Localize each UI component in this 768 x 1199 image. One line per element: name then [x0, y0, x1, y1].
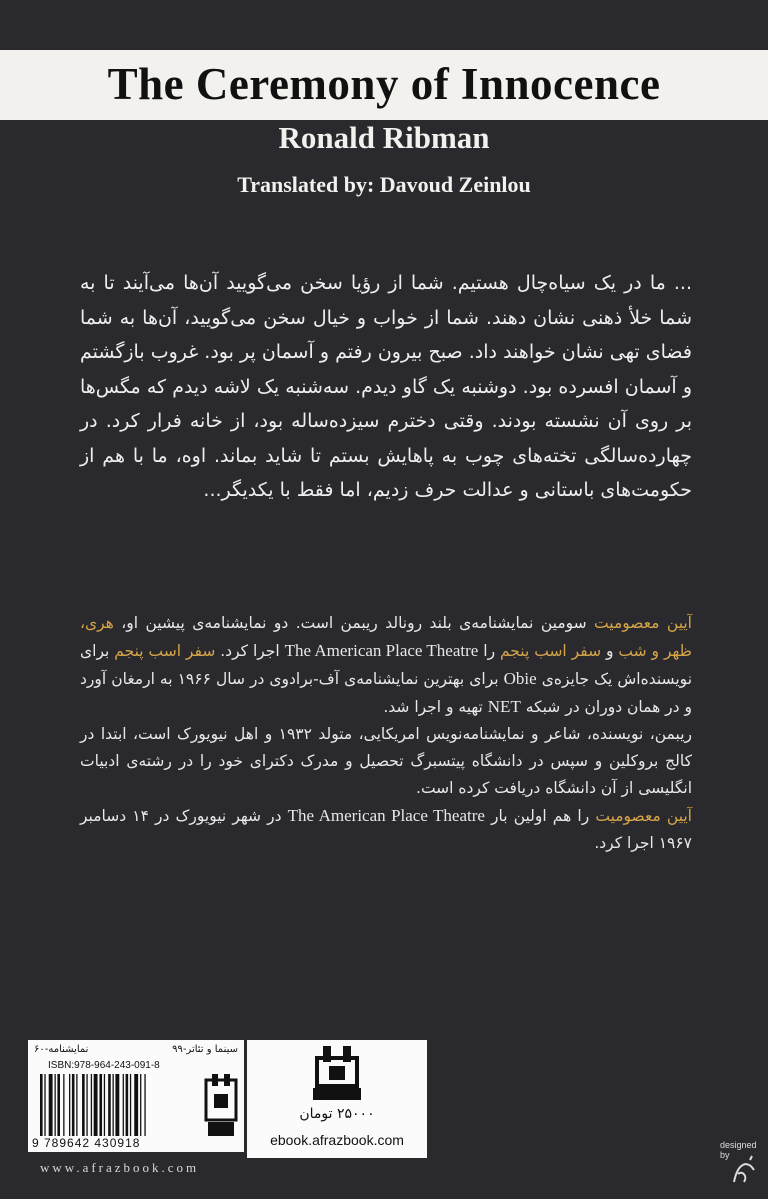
- barcode-stripe: [134, 1074, 138, 1136]
- highlight-title: آیین معصومیت: [594, 614, 692, 632]
- translator-credit: Translated by: Davoud Zeinlou: [237, 172, 531, 197]
- barcode-stripe: [99, 1074, 102, 1136]
- text-run: و: [601, 642, 619, 660]
- barcode-stripe: [40, 1074, 43, 1136]
- barcode-stripe: [69, 1074, 70, 1136]
- theatre-name: The American Place Theatre: [287, 806, 485, 825]
- text-run: تهیه و اجرا شد.: [383, 698, 488, 716]
- series-play: نمایشنامه-۶۰: [34, 1044, 89, 1055]
- barcode-stripe: [63, 1074, 64, 1136]
- text-run: را هم اولین بار: [484, 807, 596, 825]
- designed-by-label: designed by: [720, 1140, 757, 1160]
- barcode-stripe: [82, 1074, 85, 1136]
- description-paragraph-2: ریبمن، نویسنده، شاعر و نمایشنامه‌نویس امریکایی، متولد ۱۹۳۲ و اهل نیویورک است، ابتدا در کالج بروکلین و سپس در دانشگاه پیتسبرگ تحصیل و مدرک دکترای خود را در رشته‌ی ادبیات انگلیسی از آن دانشگاه دریافت کرده است.: [80, 725, 692, 797]
- highlight-title: آیین معصومیت: [595, 807, 692, 825]
- barcode-stripe: [86, 1074, 87, 1136]
- publisher-website: www.afrazbook.com: [40, 1160, 200, 1175]
- theatre-name: The American Place Theatre: [284, 641, 479, 660]
- ebook-url: ebook.afrazbook.com: [270, 1132, 404, 1148]
- series-cinema: سینما و تئاتر-۹۹: [172, 1044, 238, 1055]
- highlight-title: سفر اسب پنجم: [114, 642, 216, 660]
- barcode-stripe: [123, 1074, 124, 1136]
- series-line: [34, 1044, 238, 1055]
- text-run: اجرا کرد.: [215, 642, 285, 660]
- text-run: را: [478, 642, 500, 660]
- isbn-text: ISBN:978-964-243-091-8: [48, 1060, 160, 1071]
- description-paragraph-3: [80, 802, 692, 857]
- barcode-stripe: [126, 1074, 129, 1136]
- afraz-logo-icon: [204, 1074, 238, 1138]
- text-run: برای نویسنده‌اش یک جایزه‌ی: [80, 642, 693, 688]
- network-name: NET: [487, 697, 521, 716]
- designer-signature-icon: [728, 1152, 760, 1190]
- book-description: [80, 610, 692, 857]
- barcode-stripe: [113, 1074, 114, 1136]
- price-label: [247, 1040, 427, 1158]
- excerpt-quote: [80, 266, 692, 508]
- highlight-title: سفر اسب پنجم: [499, 642, 602, 660]
- barcode-stripe: [55, 1074, 56, 1136]
- barcode-stripe: [94, 1074, 98, 1136]
- author-name: Ronald Ribman: [278, 120, 490, 155]
- barcode-stripe: [108, 1074, 111, 1136]
- barcode-label: [28, 1040, 244, 1152]
- barcode-stripe: [104, 1074, 105, 1136]
- barcode-stripe: [130, 1074, 131, 1136]
- barcode-number: 9 789642 430918: [32, 1136, 141, 1150]
- text-run: سومین نمایشنامه‌ی بلند رونالد ریبمن است. دو نمایشنامه‌ی پیشین او،: [113, 614, 595, 632]
- barcode-stripe: [91, 1074, 92, 1136]
- barcode-stripe: [72, 1074, 75, 1136]
- price-text: ۲۵۰۰۰ تومان: [299, 1106, 375, 1122]
- description-paragraph-1: [80, 610, 692, 721]
- barcode-stripe: [76, 1074, 77, 1136]
- barcode-stripe: [44, 1074, 45, 1136]
- text-run: در شهر نیویورک در ۱۴ دسامبر ۱۹۶۷ اجرا کرد.: [80, 807, 692, 852]
- afraz-logo-icon: [309, 1044, 365, 1102]
- barcode-icon: [38, 1074, 198, 1136]
- book-title: The Ceremony of Innocence: [107, 59, 661, 109]
- text-run: برای بهترین نمایشنامه‌ی آف-برادوی در سال ۱۹۶۶ به ارمغان آورد و در همان دوران در شبکه: [80, 670, 692, 716]
- barcode-stripe: [144, 1074, 145, 1136]
- quote-text: ... ما در یک سیاه‌چال هستیم. شما از رؤیا سخن می‌گویید آن‌ها می‌آیند تا به شما خلأ ذهنی نشان دهند. شما از خواب و خیال سخن می‌گویید، آن‌ها به شما فضای تهی نشان خواهند داد. صبح بیرون رفتم و آسمان پر بود. غروب بازگشتم و آسمان افسرده بود. دوشنبه یک گاو دیدم. سه‌شنبه یک لاشه دیدم که مگس‌ها بر روی آن نشسته بودند. وقتی دخترم سیزده‌ساله بود، از خانه فرار کرد. در چهارده‌سالگی تخته‌های چوب به پاهایش بستم تا شاید بماند. اوه، ما با هم از حکومت‌های باستانی و عدالت حرف زدیم، اما فقط با یکدیگر...: [80, 272, 692, 501]
- highlight-title: هری، ظهر و شب: [80, 614, 693, 660]
- barcode-stripe: [57, 1074, 60, 1136]
- barcode-stripe: [49, 1074, 53, 1136]
- barcode-stripe: [140, 1074, 141, 1136]
- barcode-stripe: [115, 1074, 119, 1136]
- award-name: Obie: [503, 669, 537, 688]
